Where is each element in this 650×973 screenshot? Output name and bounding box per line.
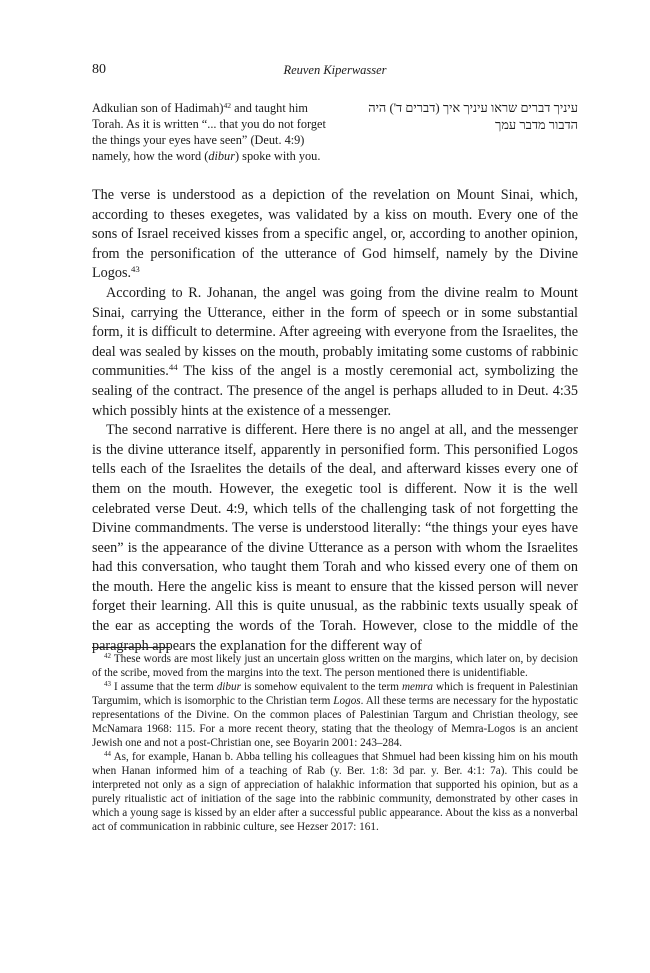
term-dibur: dibur bbox=[208, 149, 235, 163]
footnote-ref-42[interactable]: 42 bbox=[223, 100, 232, 110]
paragraph-text: The verse is understood as a depiction of the revelation on Mount Sinai, which, according to theses exegetes, was validated by a kiss on mouth. Every one of the sons of Israel received kisses from a specific angel, or, according to another opinion, from the personification of the utterance of God himself, namely by the Divine Logos. bbox=[92, 187, 578, 282]
term-dibur: dibur bbox=[216, 681, 241, 693]
footnote-ref-43[interactable]: 43 bbox=[131, 264, 140, 275]
footnotes bbox=[92, 652, 578, 834]
page-number: 80 bbox=[92, 62, 106, 77]
translation-text: Adkulian son of Hadimah) bbox=[92, 101, 224, 115]
paragraph-3: The second narrative is different. Here there is no angel at all, and the messenger is the divine utterance itself, apparently in personified form. This personified Logos tells each of the Israelites the details of the deal, and afterward kisses every one of them on the mouth. However, the exegetic tool is different. Now it is the well celebrated verse Deut. 4:9, which tells of the challenging task of not forgetting the Divine commandments. The verse is understood literally: “the things your eyes have seen” is the appearance of the divine Utterance as a person with whom the Israelites had this conversation, who taught them Torah and who kissed every one of them on the mouth. Here the angelic kiss is meant to ensure that the kissed person will never forget their learning. All this is quite unusual, as the rabbinic texts usually speak of the ear as accepting the words of the Torah. However, close to the middle of the paragraph appears the explanation for the different way of bbox=[92, 422, 578, 654]
page-header bbox=[92, 62, 578, 80]
english-translation bbox=[92, 100, 338, 164]
translation-text: and taught him Torah. As it is written “... that you do not forget the things your eyes have seen” (Deut. 4:9) namely, how the word ( bbox=[92, 101, 326, 163]
translation-text: ) spoke with you. bbox=[235, 149, 321, 163]
footnote-text: As, for example, Hanan b. Abba telling his colleagues that Shmuel had been kissing him on his mouth when Hanan informed him of a teaching of Rab (y. Ber. 1:8: 3d par. y. Ber. 4:1: 7a). This could be interpreted not only as a sign of appreciation of halakhic information that supported his opinion, but as a purely ritualistic act of initiation of the sage into the rabbinic community, demonstrated by other cases in which a young sage is kissed by an elder after a successful public appearance. About the kiss as a nonverbal act of communication in rabbinic culture, see Hezser 2017: 161. bbox=[92, 751, 578, 833]
paragraph-1 bbox=[92, 186, 578, 284]
footnote-43 bbox=[92, 680, 578, 750]
paragraph-2 bbox=[92, 284, 578, 421]
hebrew-source: עיניך דברים שראו עיניך איך (דברים ד') היה הדבור מדבר עמך bbox=[368, 101, 578, 132]
footnote-text: is somehow equivalent to the term bbox=[240, 681, 402, 693]
footnote-text: which is frequent in Palestinian Targumim, which is isomorphic to the Christian term bbox=[92, 681, 579, 707]
footnote-number: 44 bbox=[104, 750, 111, 759]
running-head: Reuven Kiperwasser bbox=[283, 63, 387, 77]
footnote-text: These words are most likely just an uncertain gloss written on the margins, which later on, by decision of the scribe, moved from the margins into the text. The person mentioned there is unidentifiable. bbox=[92, 653, 578, 679]
paragraph-text: The kiss of the angel is a mostly ceremonial act, symbolizing the sealing of the contract. The presence of the angel is perhaps alluded to in Deut. 4:35 which possibly hints at the existence of a messenger. bbox=[92, 363, 578, 419]
footnote-ref-44[interactable]: 44 bbox=[168, 362, 178, 373]
footnote-42 bbox=[92, 652, 578, 680]
term-logos: Logos bbox=[333, 695, 361, 707]
main-text bbox=[92, 186, 578, 656]
paragraph-text: According to R. Johanan, the angel was going from the divine realm to Mount Sinai, carrying the Utterance, either in the form of speech or in some substantial form, it is difficult to determine. After agreeing with everyone from the Israelites, the deal was sealed by kisses on the mouth, probably imitating some customs of rabbinic communities. bbox=[92, 284, 578, 380]
footnote-separator bbox=[92, 647, 170, 648]
footnote-number: 43 bbox=[104, 680, 111, 689]
footnote-44 bbox=[92, 750, 578, 834]
footnote-text: . All these terms are necessary for the hypostatic representations of the Divine. On the common places of Palestinian Targum and Christian theology, see McNamara 1968: 115. For a more recent theory, stating that the theology of Memra-Logos is an ancient Jewish one and not a post-Christian one, see Boyarin 2001: 243–284. bbox=[92, 695, 578, 749]
term-memra: memra bbox=[401, 681, 434, 693]
footnote-text: I assume that the term bbox=[110, 681, 217, 693]
footnote-number: 42 bbox=[104, 652, 111, 661]
